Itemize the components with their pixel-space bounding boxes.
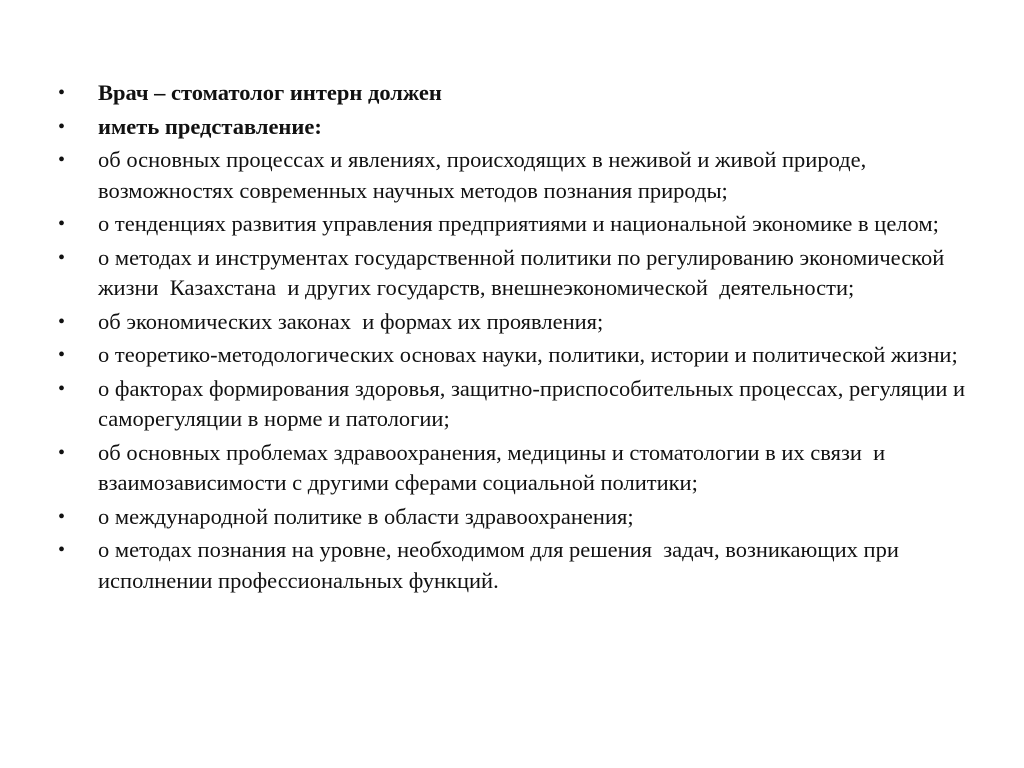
list-item-text: об основных проблемах здравоохранения, медицины и стоматологии в их связи и взаимозависимости с другими сферами социальной политики;: [98, 439, 891, 495]
list-item-text: о теоретико-методологических основах науки, политики, истории и политической жизни;: [98, 342, 958, 367]
bullet-icon: •: [58, 505, 66, 528]
list-item: [58, 438, 978, 499]
list-item: [58, 145, 978, 206]
list-item-text: о методах и инструментах государственной политики по регулированию экономической жизни Казахстана и других государств, внешнеэкономической деятельности;: [98, 244, 950, 300]
bullet-icon: •: [58, 377, 66, 400]
list-item-text: Врач – стоматолог интерн должен: [98, 80, 442, 105]
list-item: [58, 243, 978, 304]
list-item-text: иметь представление:: [98, 113, 322, 139]
bullet-icon: •: [58, 82, 66, 104]
list-item: [58, 502, 978, 533]
bullet-icon: •: [58, 344, 66, 366]
list-item-text: о международной политике в области здравоохранения;: [98, 503, 634, 529]
list-item: [58, 307, 978, 338]
list-item-text: о методах познания на уровне, необходимом для решения задач, возникающих при исполнении профессиональных функций.: [98, 537, 905, 593]
bullet-icon: •: [58, 246, 66, 269]
list-item: [58, 340, 978, 371]
list-item: [58, 112, 978, 143]
list-item: [58, 535, 978, 596]
bullet-list: [58, 78, 978, 599]
list-item-text: об основных процессах и явлениях, происходящих в неживой и живой природе, возможностях современных научных методов познания природы;: [98, 147, 872, 203]
bullet-icon: •: [58, 539, 66, 561]
bullet-icon: •: [58, 441, 66, 464]
bullet-icon: •: [58, 115, 66, 138]
bullet-icon: •: [58, 213, 66, 235]
list-item: [58, 78, 978, 109]
list-item-text: об экономических законах и формах их проявления;: [98, 308, 604, 334]
list-item: [58, 209, 978, 240]
list-item-text: о факторах формирования здоровья, защитно-приспособительных процессах, регуляции и саморегуляции в норме и патологии;: [98, 375, 971, 431]
list-item-text: о тенденциях развития управления предприятиями и национальной экономике в целом;: [98, 211, 939, 236]
list-item: [58, 374, 978, 435]
bullet-icon: •: [58, 310, 66, 333]
bullet-icon: •: [58, 149, 66, 171]
